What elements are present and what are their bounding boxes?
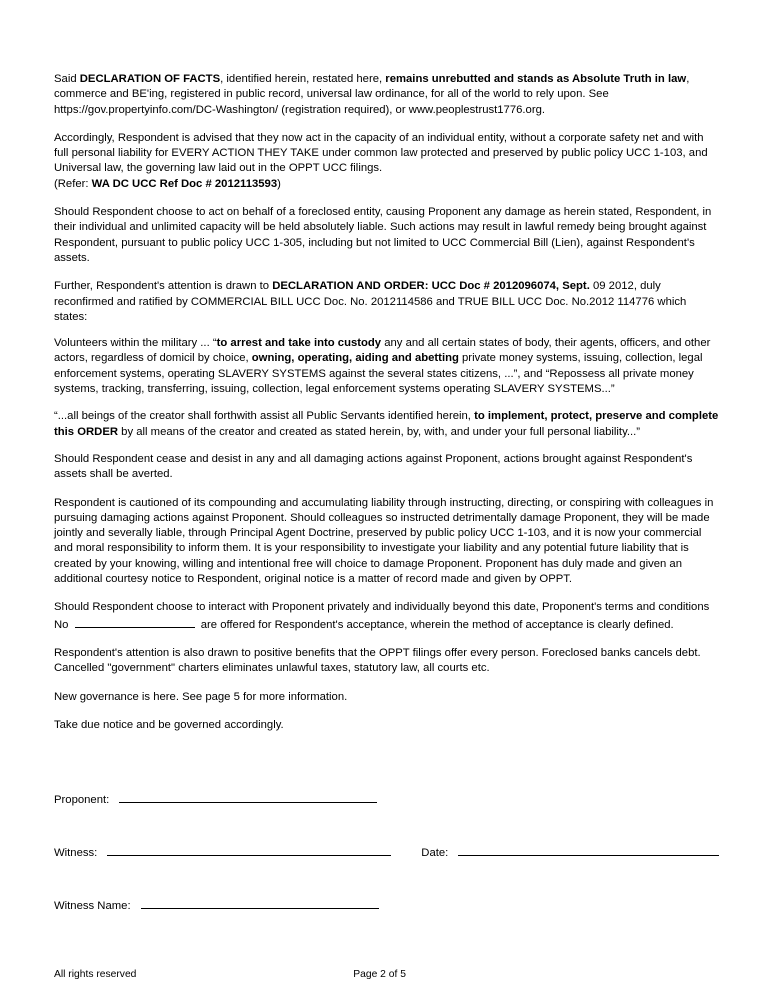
- signature-row-witness-date: [54, 844, 719, 859]
- signature-block: [54, 791, 719, 912]
- text-run: (Refer:: [54, 177, 92, 190]
- paragraph-terms-and-conditions: [54, 600, 719, 633]
- text-run: Respondent is cautioned of its compounding and accumulating liability through instructing, directing, or conspiring with colleagues in pursuing damaging actions against Proponent. Should colleagues so instructed detrimentally damage Proponent, they will be made jointly and severally liable, through Principal Agent Doctrine, preserved by public policy UCC 1-103, and it is now your commercial and moral responsibility to inform them. It is your responsibility to investigate your liability and any potential future liability that is created by your knowing, willing and intentional free will choice to damage Proponent. Proponent has duly made and given an additional courtesy notice to Respondent, original notice is a matter of record made and given by OPPT.: [54, 496, 714, 586]
- paragraph-take-due-notice: [54, 718, 719, 733]
- text-run-bold: to implement, protect, preserve and complete this ORDER: [54, 410, 719, 438]
- footer-rights-text: All rights reserved: [54, 969, 137, 980]
- signature-row-witness-name: [54, 897, 719, 912]
- quote-volunteers-military: [54, 336, 719, 397]
- paragraph-cease-and-desist: [54, 452, 719, 483]
- text-run: Should Respondent choose to interact with Proponent privately and individually beyond this date, Proponent's terms and conditions No: [54, 601, 710, 631]
- witness-name-label: Witness Name:: [54, 900, 131, 913]
- proponent-signature-line[interactable]: [119, 791, 377, 803]
- quote-all-beings: [54, 409, 719, 440]
- proponent-label: Proponent:: [54, 794, 110, 807]
- text-run: ): [277, 177, 281, 190]
- footer-page-number: Page 2 of 5: [353, 969, 406, 980]
- page-footer: [54, 969, 719, 980]
- signature-row-proponent: [54, 791, 719, 806]
- text-run-bold: DECLARATION AND ORDER: UCC Doc # 2012096074, Sept.: [272, 280, 590, 293]
- text-run: Further, Respondent's attention is drawn to: [54, 280, 273, 293]
- witness-signature-line[interactable]: [107, 844, 391, 856]
- text-run: Take due notice and be governed accordingly.: [54, 718, 284, 731]
- text-run: any and all certain states of body, their agents, officers, and other actors, regardless of domicil by choice,: [54, 337, 711, 365]
- paragraph-new-governance: [54, 690, 719, 705]
- text-run: Respondent's attention is also drawn to positive benefits that the OPPT filings offer every person. Foreclosed banks cancels debt. Cancelled "government" charters eliminates unlawful taxes, statutory law, all courts etc.: [54, 646, 701, 675]
- text-run: are offered for Respondent's acceptance, wherein the method of acceptance is clearly defined.: [197, 618, 674, 631]
- text-run: New governance is here. See page 5 for more information.: [54, 690, 348, 703]
- text-run: Should Respondent cease and desist in any and all damaging actions against Proponent, actions brought against Respondent's assets shall be averted.: [54, 452, 693, 481]
- paragraph-refer-doc: [54, 177, 719, 192]
- witness-name-line[interactable]: [141, 897, 379, 909]
- text-run: Volunteers within the military ... “: [54, 337, 217, 350]
- text-run: 09 2012, duly reconfirmed and ratified by COMMERCIAL BILL UCC Doc. No. 2012114586 and TRUE BILL UCC Doc. No.2012 114776 which states:: [54, 280, 687, 323]
- text-run: private money systems, issuing, collection, legal enforcement systems, operating SLAVERY SYSTEMS against the several states citizens, ...”, and “Repossess all private money systems, tracking, transferring, issuing, collection, legal enforcement systems operating SLAVERY SYSTEMS...”: [54, 352, 703, 396]
- terms-number-blank[interactable]: [75, 616, 195, 628]
- date-label: Date:: [421, 847, 449, 860]
- paragraph-positive-benefits: [54, 646, 719, 677]
- text-run-bold: to arrest and take into custody: [216, 337, 382, 350]
- text-run: “...all beings of the creator shall forthwith assist all Public Servants identified herein,: [54, 410, 475, 423]
- text-run-bold: WA DC UCC Ref Doc # 2012113593: [91, 177, 278, 190]
- text-run: Said: [54, 73, 80, 85]
- paragraph-accordingly: [54, 131, 719, 177]
- text-run: by all means of the creator and created as stated herein, by, with, and under your full personal liability...”: [118, 425, 641, 438]
- text-run: , commerce and BE'ing, registered in public record, universal law ordinance, for all of the world to rely upon. See https://gov.propertyinfo.com/DC-Washington/ (registration required), or www.peoplestrust1776.org.: [54, 73, 690, 116]
- paragraph-foreclosed-entity: [54, 205, 719, 266]
- paragraph-declaration-of-facts: [54, 72, 719, 118]
- document-body: [54, 72, 719, 733]
- text-run-bold: owning, operating, aiding and abetting: [251, 352, 459, 365]
- text-run: , identified herein, restated here,: [220, 73, 386, 85]
- paragraph-declaration-and-order: [54, 279, 719, 325]
- witness-label: Witness:: [54, 847, 98, 860]
- paragraph-compounding-liability: [54, 496, 719, 588]
- text-run: Accordingly, Respondent is advised that they now act in the capacity of an individual entity, without a corporate safety net and with full personal liability for EVERY ACTION THEY TAKE under common law protected and preserved by public policy UCC 1-103, and Universal law, the governing law laid out in the OPPT UCC filings.: [54, 131, 708, 175]
- date-line[interactable]: [458, 844, 719, 856]
- text-run-bold: remains unrebutted and stands as Absolute Truth in law: [385, 73, 687, 85]
- text-run: Should Respondent choose to act on behalf of a foreclosed entity, causing Proponent any damage as herein stated, Respondent, in their individual and unlimited capacity will be held absolutely liable. Such actions may result in lawful remedy being brought against Respondent, pursuant to public policy UCC 1-305, including but not limited to UCC Commercial Bill (Lien), against Respondent's assets.: [54, 206, 712, 264]
- text-run-bold: DECLARATION OF FACTS: [79, 73, 221, 85]
